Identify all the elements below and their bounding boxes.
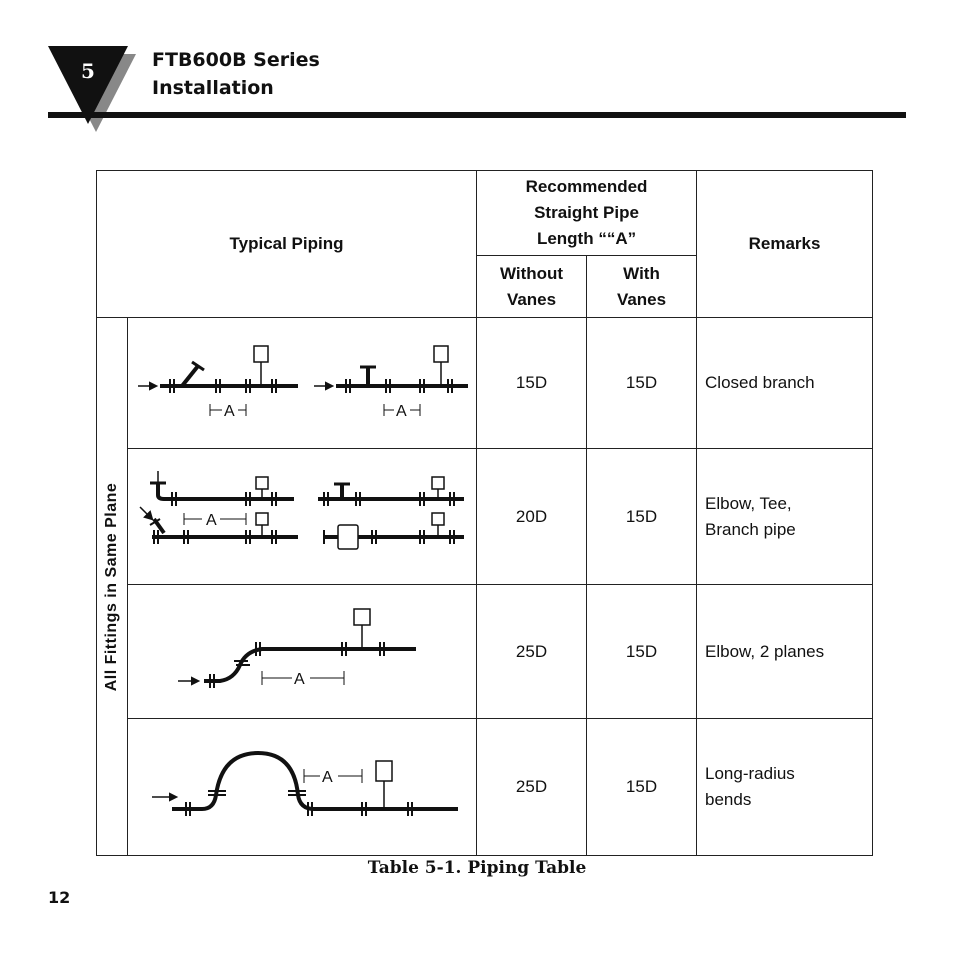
chapter-number: 5 [81,59,95,83]
table-row [97,719,873,856]
cell-without-vanes: 25D [477,585,587,719]
piping-table [96,170,873,856]
dim-label: A [294,671,305,688]
diagram-closed-branch [128,318,477,449]
header-with-text: With Vanes [616,263,667,309]
header-rule [48,112,906,118]
diagram-long-radius-bends [128,719,477,856]
dim-label: A [396,403,407,420]
cell-remarks [697,719,873,856]
dim-label: A [322,769,333,786]
cell-remarks [697,449,873,585]
dim-label: A [206,512,217,529]
header-with-vanes [587,256,697,318]
cell-remarks: Closed branch [697,318,873,449]
header-recommended-length [477,171,697,256]
table-row [97,318,873,449]
table-row [97,585,873,719]
cell-with-vanes: 15D [587,719,697,856]
header-without-text: Without Vanes [499,263,564,309]
header-remarks: Remarks [697,171,873,318]
cell-without-vanes: 15D [477,318,587,449]
cell-with-vanes: 15D [587,318,697,449]
title-line-1: FTB600B Series [152,49,320,71]
cell-with-vanes: 15D [587,585,697,719]
side-label-cell [97,318,128,856]
header-typical-piping: Typical Piping [97,171,477,318]
header-recommended-text: Recommended Straight Pipe Length ““A” [525,177,648,248]
diagram-elbow-two-planes [128,585,477,719]
remarks-text: Elbow, Tee, Branch pipe [705,493,796,539]
side-label: All Fittings in Same Plane [103,482,120,691]
remarks-text: Long-radius bends [705,764,795,809]
table-row [97,449,873,585]
dim-label: A [224,403,235,420]
cell-remarks: Elbow, 2 planes [697,585,873,719]
header-without-vanes [477,256,587,318]
cell-without-vanes: 25D [477,719,587,856]
diagram-elbow-tee [128,449,477,585]
cell-with-vanes: 15D [587,449,697,585]
table-caption: Table 5-1. Piping Table [367,858,587,878]
page-number: 12 [48,888,71,907]
cell-without-vanes: 20D [477,449,587,585]
pipe-diagram-1 [138,346,468,420]
page-title [152,46,320,102]
chapter-badge [46,44,138,136]
title-line-2: Installation [152,77,274,99]
